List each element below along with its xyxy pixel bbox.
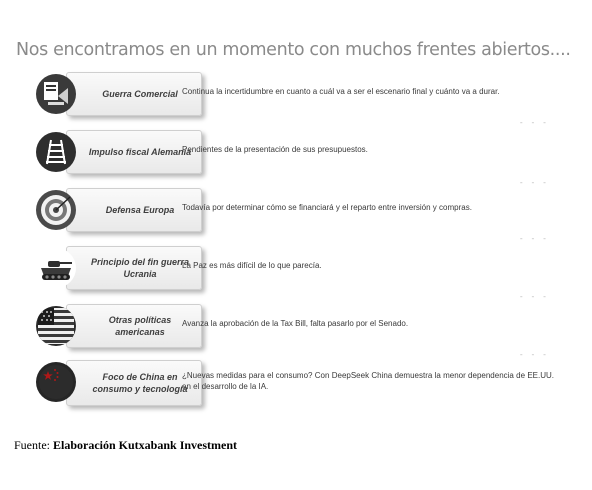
source-value: Elaboración Kutxabank Investment <box>53 438 238 452</box>
tank-icon <box>36 248 76 288</box>
row-description: Todavía por determinar cómo se financiará y el reparto entre inversión y compras. <box>182 203 472 212</box>
trade-war-icon <box>36 74 76 114</box>
row-description: La Paz es más difícil de lo que parecía. <box>182 261 322 270</box>
tag-label: Impulso fiscal Alemania <box>66 130 202 174</box>
row-politicas-americanas <box>36 304 556 359</box>
row-impulso-fiscal <box>36 130 556 187</box>
us-flag-icon <box>36 306 76 346</box>
row-description: Continua la incertidumbre en cuanto a cuál va a ser el escenario final y cuánto va a durar. <box>182 87 500 96</box>
source-label: Fuente: <box>14 438 53 452</box>
row-defensa-europa <box>36 188 556 243</box>
row-description: Pendientes de la presentación de sus presupuestos. <box>182 145 368 154</box>
railway-icon <box>36 132 76 172</box>
row-foco-china <box>36 360 556 406</box>
row-description: ¿Nuevas medidas para el consumo? Con DeepSeek China demuestra la menor dependencia de EE.UU. en el desarrollo de la IA. <box>182 371 554 391</box>
page-title: Nos encontramos en un momento con muchos frentes abiertos.... <box>16 40 571 60</box>
tag-label: Principio del fin guerra Ucrania <box>66 246 202 290</box>
separator-dashes: - - - <box>518 118 548 127</box>
row-guerra-comercial <box>36 72 556 127</box>
row-description: Avanza la aprobación de la Tax Bill, falta pasarlo por el Senado. <box>182 319 409 328</box>
separator-dashes: - - - <box>518 234 548 243</box>
separator-dashes: - - - <box>518 178 548 187</box>
tag-label: Otras políticas americanas <box>66 304 202 348</box>
separator-dashes: - - - <box>518 292 548 301</box>
tag-label: Guerra Comercial <box>66 72 202 116</box>
china-flag-icon <box>36 362 76 402</box>
tag-label: Defensa Europa <box>66 188 202 232</box>
tag-label: Foco de China en consumo y tecnología <box>66 360 202 406</box>
target-icon <box>36 190 76 230</box>
row-guerra-ucrania <box>36 246 556 301</box>
source-note <box>14 438 237 453</box>
separator-dashes: - - - <box>518 350 548 359</box>
